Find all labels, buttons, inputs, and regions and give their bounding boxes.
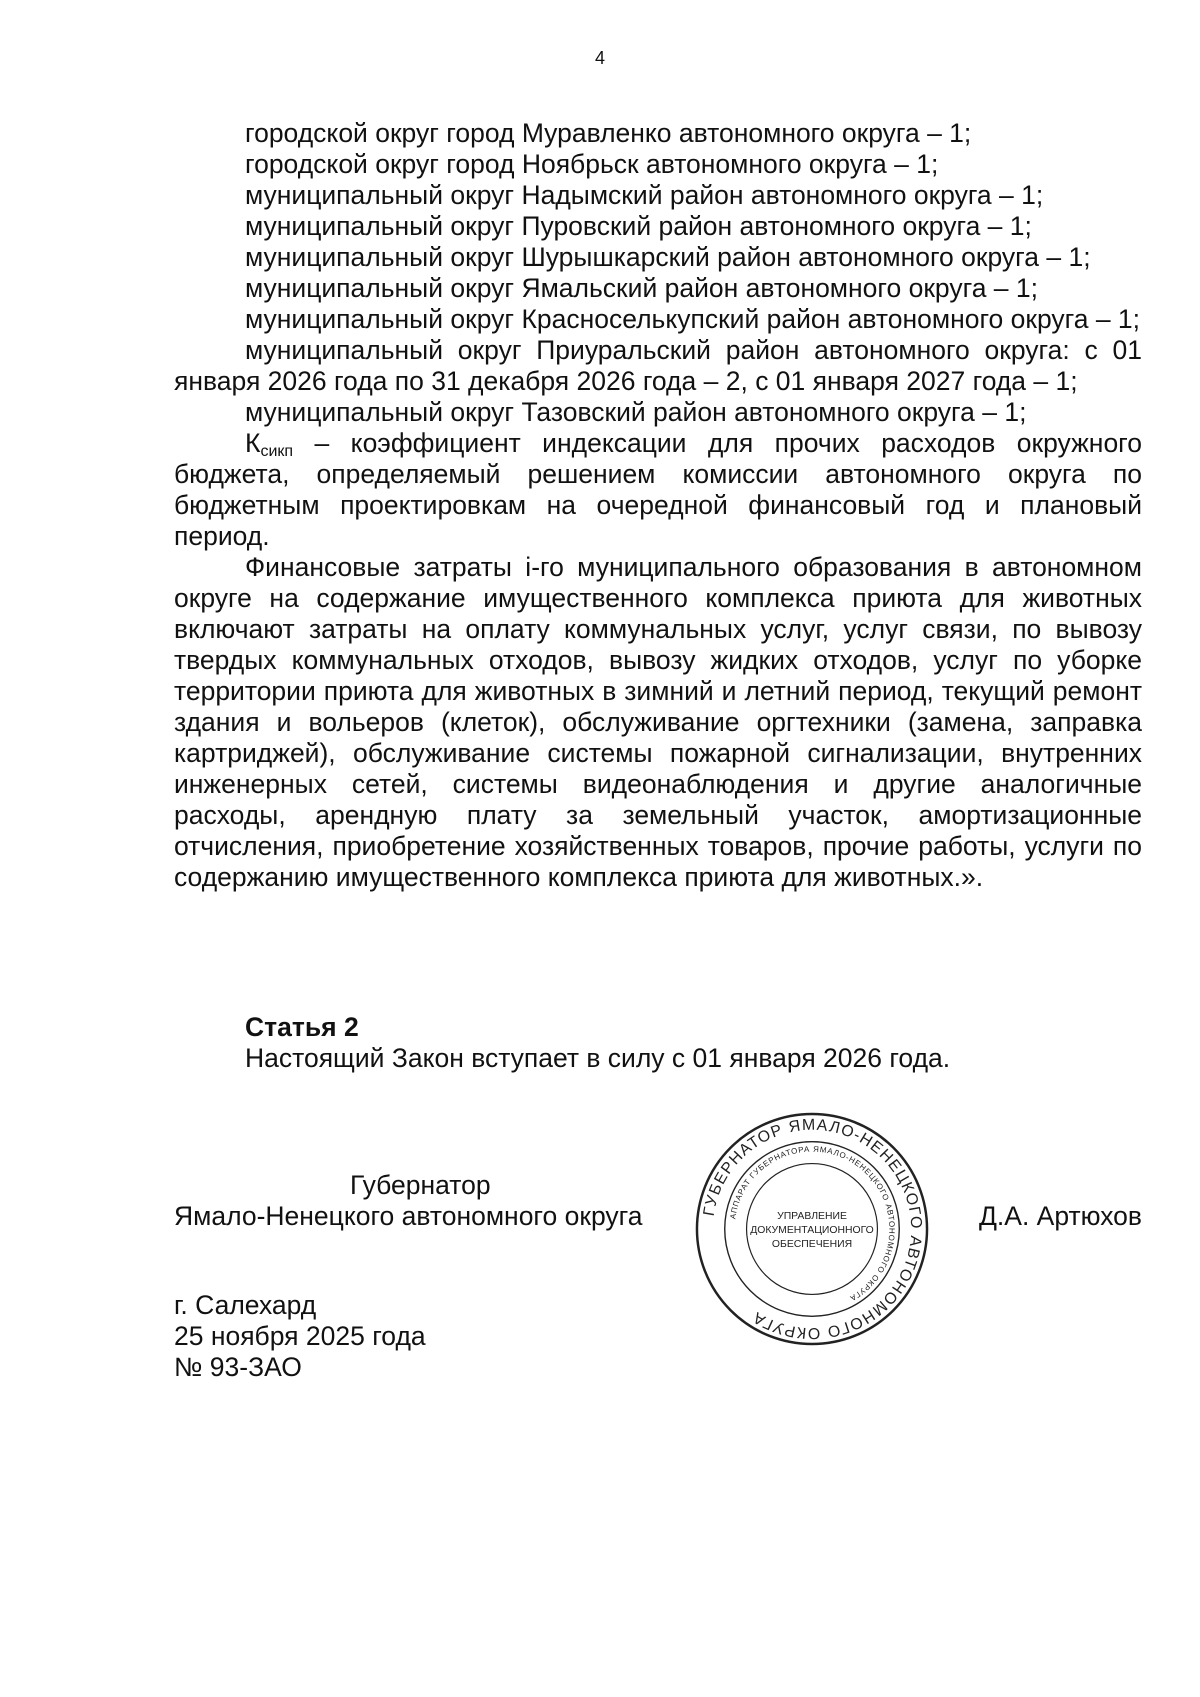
signature-block — [174, 1170, 642, 1232]
place-city: г. Салехард — [174, 1290, 317, 1320]
signature-role: Губернатор — [350, 1170, 491, 1200]
page-number: 4 — [594, 48, 605, 68]
law-body-text — [174, 118, 1142, 893]
coefficient-description: – коэффициент индексации для прочих расходов окружного бюджета, определяемый решением комиссии автономного округа по бюджетным проектировкам на очередной финансовый год и плановый период. — [174, 428, 1142, 551]
signer-name: Д.А. Артюхов — [978, 1201, 1142, 1231]
paragraph-yamalsky: муниципальный округ Ямальский район автономного округа – 1; — [245, 273, 1038, 303]
paragraph-muravlenko: городской округ город Муравленко автономного округа – 1; — [245, 118, 972, 148]
paragraph-coefficient — [174, 428, 1142, 552]
stamp-outer-ring-text: ГУБЕРНАТОР ЯМАЛО-НЕНЕЦКОГО АВТОНОМНОГО ОКРУГА — [700, 1116, 925, 1342]
stamp-center-line-1: УПРАВЛЕНИЕ — [777, 1211, 847, 1223]
coefficient-subscript: сикп — [260, 443, 294, 460]
paragraph-priuralsky: муниципальный округ Приуральский район автономного округа: с 01 января 2026 года по 31 декабря 2026 года – 2, с 01 января 2027 года – 1; — [174, 335, 1142, 396]
paragraph-noyabrsk: городской округ город Ноябрьск автономного округа – 1; — [245, 149, 939, 179]
paragraph-financial-costs: Финансовые затраты i-го муниципального образования в автономном округе на содержание имущественного комплекса приюта для животных включают затраты на оплату коммунальных услуг, услуг связи, по вывозу твердых коммунальных отходов, вывозу жидких отходов, услуг по уборке территории приюта для животных в зимний и летний период, текущий ремонт здания и вольеров (клеток), обслуживание оргтехники (замена, заправка картриджей), обслуживание системы пожарной сигнализации, внутренних инженерных сетей, системы видеонаблюдения и другие аналогичные расходы, арендную плату за земельный участок, амортизационные отчисления, приобретение хозяйственных товаров, прочие работы, услуги по содержанию имущественного комплекса приюта для животных.». — [174, 552, 1142, 892]
article-2 — [245, 1012, 950, 1074]
paragraph-tazovsky: муниципальный округ Тазовский район автономного округа – 1; — [245, 397, 1027, 427]
paragraph-shuryshkarsky: муниципальный округ Шурышкарский район автономного округа – 1; — [245, 242, 1091, 272]
coefficient-symbol: К — [245, 428, 261, 458]
place-date-block — [174, 1290, 426, 1383]
stamp-inner-ring-text: АППАРАТ ГУБЕРНАТОРА ЯМАЛО-НЕНЕЦКОГО АВТОНОМНОГО ОКРУГА — [728, 1144, 897, 1303]
paragraph-nadym: муниципальный округ Надымский район автономного округа – 1; — [245, 180, 1044, 210]
article-text: Настоящий Закон вступает в силу с 01 января 2026 года. — [245, 1043, 951, 1073]
stamp-center-line-3: ОБЕСПЕЧЕНИЯ — [771, 1238, 853, 1250]
article-title: Статья 2 — [245, 1012, 359, 1042]
paragraph-purovsky: муниципальный округ Пуровский район автономного округа – 1; — [245, 211, 1032, 241]
stamp-center-line-2: ДОКУМЕНТАЦИОННОГО — [750, 1224, 874, 1236]
law-date: 25 ноября 2025 года — [174, 1321, 426, 1351]
paragraph-krasnoselkupsky: муниципальный округ Красноселькупский район автономного округа – 1; — [245, 304, 1141, 334]
signature-region: Ямало-Ненецкого автономного округа — [174, 1201, 643, 1231]
official-seal-stamp — [693, 1110, 931, 1348]
law-number: № 93-ЗАО — [174, 1352, 302, 1382]
